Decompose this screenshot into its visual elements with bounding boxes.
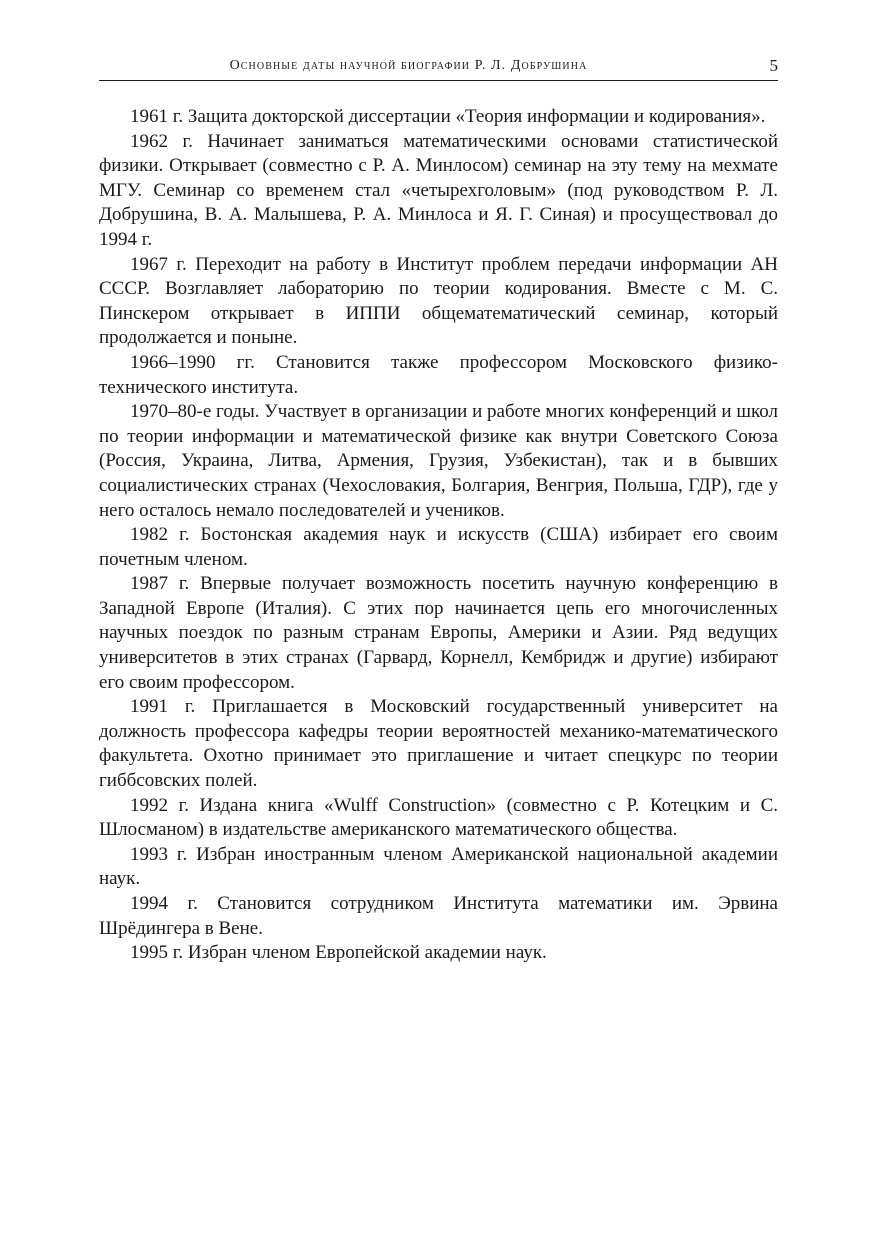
chronology-text [99,105,778,966]
running-title: Основные даты научной биографии Р. Л. Добрушина [229,58,588,73]
entry-1966-1990: 1966–1990 гг. Становится также профессором Московского физико-технического института. [99,351,778,398]
entry-1993: 1993 г. Избран иностранным членом Американской национальной академии наук. [99,843,778,890]
entry-1962: 1962 г. Начинает заниматься математическими основами статистической физики. Открывает (совместно с Р. А. Минлосом) семинар на эту тему на мехмате МГУ. Семинар со временем стал «четырехголовым» (под руководством Р. Л. Добрушина, В. А. Малышева, Р. А. Минлоса и Я. Г. Синая) и просуществовал до 1994 г. [99,130,778,250]
entry-1967: 1967 г. Переходит на работу в Институт проблем передачи информации АН СССР. Возглавляет лабораторию по теории кодирования. Вместе с М. С. Пинскером открывает в ИППИ общематематический семинар, который продолжается и поныне. [99,253,778,349]
entry-1970-80s: 1970–80-е годы. Участвует в организации и работе многих конференций и школ по теории информации и математической физике как внутри Советского Союза (Россия, Украина, Литва, Армения, Грузия, Узбекистан), так и в бывших социалистических странах (Чехословакия, Болгария, Венгрия, Польша, ГДР), где у него осталось немало последователей и учеников. [99,401,778,521]
entry-1991: 1991 г. Приглашается в Московский государственный университет на должность профессора кафедры теории вероятностей механико-математического факультета. Охотно принимает это приглашение и читает спецкурс по теории гиббсовских полей. [99,696,778,792]
entry-1995: 1995 г. Избран членом Европейской академии наук. [130,942,547,964]
entry-1994: 1994 г. Становится сотрудником Института математики им. Эрвина Шрёдингера в Вене. [99,893,778,939]
running-header [99,56,778,81]
entry-1961: 1961 г. Защита докторской диссертации «Теория информации и кодирования». [130,106,766,127]
entry-1982: 1982 г. Бостонская академия наук и искусств (США) избирает его своим почетным членом. [99,524,778,570]
entry-1992: 1992 г. Издана книга «Wulff Construction» (совместно с Р. Котецким и С. Шлосманом) в издательстве американского математического общества. [99,794,778,841]
page-number: 5 [769,56,778,75]
entry-1987: 1987 г. Впервые получает возможность посетить научную конференцию в Западной Европе (Италия). С этих пор начинается цепь его многочисленных научных поездок по разным странам Европы, Америки и Азии. Ряд ведущих университетов в этих странах (Гарвард, Корнелл, Кембридж и другие) избирают его своим профессором. [99,573,778,693]
